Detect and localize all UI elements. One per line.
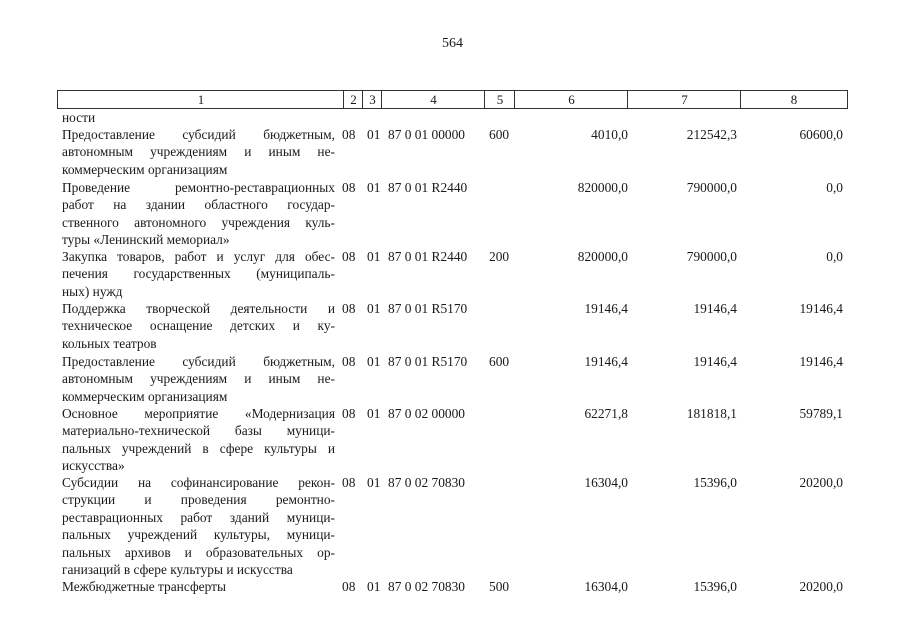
cell-c7: 15396,0 <box>693 475 737 490</box>
cell-c6: 19146,4 <box>584 301 628 316</box>
cell-c8: 0,0 <box>826 249 843 264</box>
header-col-5: 5 <box>484 90 515 109</box>
cell-c8: 60600,0 <box>799 127 843 142</box>
cell-c4: 87 0 01 R5170 <box>388 301 468 316</box>
header-col-4: 4 <box>381 90 485 109</box>
cell-c6: 62271,8 <box>584 406 628 421</box>
row-name-line: пальных учреждений культуры, муници- <box>62 527 335 543</box>
cell-c8: 19146,4 <box>799 354 843 369</box>
row-name-line: Субсидии на софинансирование рекон- <box>62 475 335 490</box>
row-name-line: Проведение ремонтно-реставрационных <box>62 180 335 195</box>
row-name-line: струкции и проведения ремонтно- <box>62 492 335 508</box>
cell-c3: 01 <box>367 354 381 369</box>
cell-c3: 01 <box>367 301 381 316</box>
row-name-line: кольных театров <box>62 335 157 351</box>
cell-c4: 87 0 02 70830 <box>388 475 465 490</box>
row-name-line: ственного автономного учреждения куль- <box>62 214 335 230</box>
row-name-line: автономным учреждениям и иным не- <box>62 371 335 387</box>
cell-c5: 600 <box>489 127 510 142</box>
row-name-line: техническое оснащение детских и ку- <box>62 318 335 334</box>
row-name <box>62 300 335 352</box>
header-col-6: 6 <box>514 90 628 109</box>
cell-c3: 01 <box>367 249 381 264</box>
cell-c2: 08 <box>342 127 356 142</box>
cell-c2: 08 <box>342 301 356 316</box>
cell-c4: 87 0 01 R5170 <box>388 354 468 369</box>
row-name-line: пальных архивов и образовательных ор- <box>62 544 335 560</box>
row-name <box>62 179 335 249</box>
row-name-line: коммерческим организациям <box>62 161 228 177</box>
row-name-line: ганизаций в сфере культуры и искусства <box>62 562 293 578</box>
header-col-3: 3 <box>362 90 382 109</box>
row-name <box>62 474 335 578</box>
header-col-8: 8 <box>740 90 848 109</box>
cell-c2: 08 <box>342 180 356 195</box>
row-name <box>62 353 335 405</box>
row-name-line: пальных учреждений в сфере культуры и <box>62 440 335 456</box>
cell-c8: 19146,4 <box>799 301 843 316</box>
cell-c6: 16304,0 <box>584 579 628 594</box>
cell-c7: 212542,3 <box>686 127 737 142</box>
row-name-line: Основное мероприятие «Модернизация <box>62 406 335 421</box>
cell-c2: 08 <box>342 249 356 264</box>
cell-c6: 19146,4 <box>584 354 628 369</box>
cell-c6: 820000,0 <box>577 249 628 264</box>
cell-c8: 20200,0 <box>799 579 843 594</box>
row-name-line: печения государственных (муниципаль- <box>62 266 335 282</box>
cell-c6: 820000,0 <box>577 180 628 195</box>
row-name-line: Межбюджетные трансферты <box>62 579 226 594</box>
row-name <box>62 405 335 475</box>
cell-c4: 87 0 02 70830 <box>388 579 465 594</box>
row-name-line: коммерческим организациям <box>62 388 228 404</box>
row-name-line: автономным учреждениям и иным не- <box>62 144 335 160</box>
row-name <box>62 578 335 595</box>
row-name-line: ных) нужд <box>62 283 123 299</box>
cell-c5: 500 <box>489 579 510 594</box>
row-name-line: Поддержка творческой деятельности и <box>62 301 335 316</box>
cell-c7: 19146,4 <box>693 301 737 316</box>
header-col-1: 1 <box>57 90 344 109</box>
page-number: 564 <box>442 36 463 51</box>
cell-c7: 15396,0 <box>693 579 737 594</box>
row-name <box>62 248 335 300</box>
cell-c6: 16304,0 <box>584 475 628 490</box>
cell-c5: 200 <box>489 249 510 264</box>
row-name: ности <box>62 110 96 125</box>
cell-c2: 08 <box>342 406 356 421</box>
row-name-line: туры «Ленинский мемориал» <box>62 232 230 248</box>
header-col-2: 2 <box>343 90 363 109</box>
row-name-line: реставрационных работ зданий муници- <box>62 509 335 525</box>
cell-c4: 87 0 01 00000 <box>388 127 465 142</box>
header-col-7: 7 <box>627 90 741 109</box>
cell-c2: 08 <box>342 354 356 369</box>
cell-c7: 181818,1 <box>686 406 737 421</box>
cell-c8: 0,0 <box>826 180 843 195</box>
cell-c7: 19146,4 <box>693 354 737 369</box>
cell-c4: 87 0 01 R2440 <box>388 180 468 195</box>
cell-c3: 01 <box>367 127 381 142</box>
row-name <box>62 126 335 178</box>
row-name-line: искусства» <box>62 458 125 474</box>
cell-c4: 87 0 02 00000 <box>388 406 465 421</box>
row-name-line: Предоставление субсидий бюджетным, <box>62 127 335 142</box>
row-name-line: материально-технической базы муници- <box>62 423 335 439</box>
cell-c7: 790000,0 <box>686 180 737 195</box>
cell-c3: 01 <box>367 180 381 195</box>
cell-c4: 87 0 01 R2440 <box>388 249 468 264</box>
cell-c6: 4010,0 <box>591 127 628 142</box>
cell-c3: 01 <box>367 475 381 490</box>
cell-c7: 790000,0 <box>686 249 737 264</box>
cell-c2: 08 <box>342 579 356 594</box>
cell-c8: 20200,0 <box>799 475 843 490</box>
row-name-line: Предоставление субсидий бюджетным, <box>62 354 335 369</box>
cell-c3: 01 <box>367 406 381 421</box>
cell-c2: 08 <box>342 475 356 490</box>
row-name-line: Закупка товаров, работ и услуг для обес- <box>62 249 335 264</box>
cell-c5: 600 <box>489 354 510 369</box>
cell-c8: 59789,1 <box>799 406 843 421</box>
cell-c3: 01 <box>367 579 381 594</box>
row-name-line: работ на здании областного государ- <box>62 197 335 213</box>
